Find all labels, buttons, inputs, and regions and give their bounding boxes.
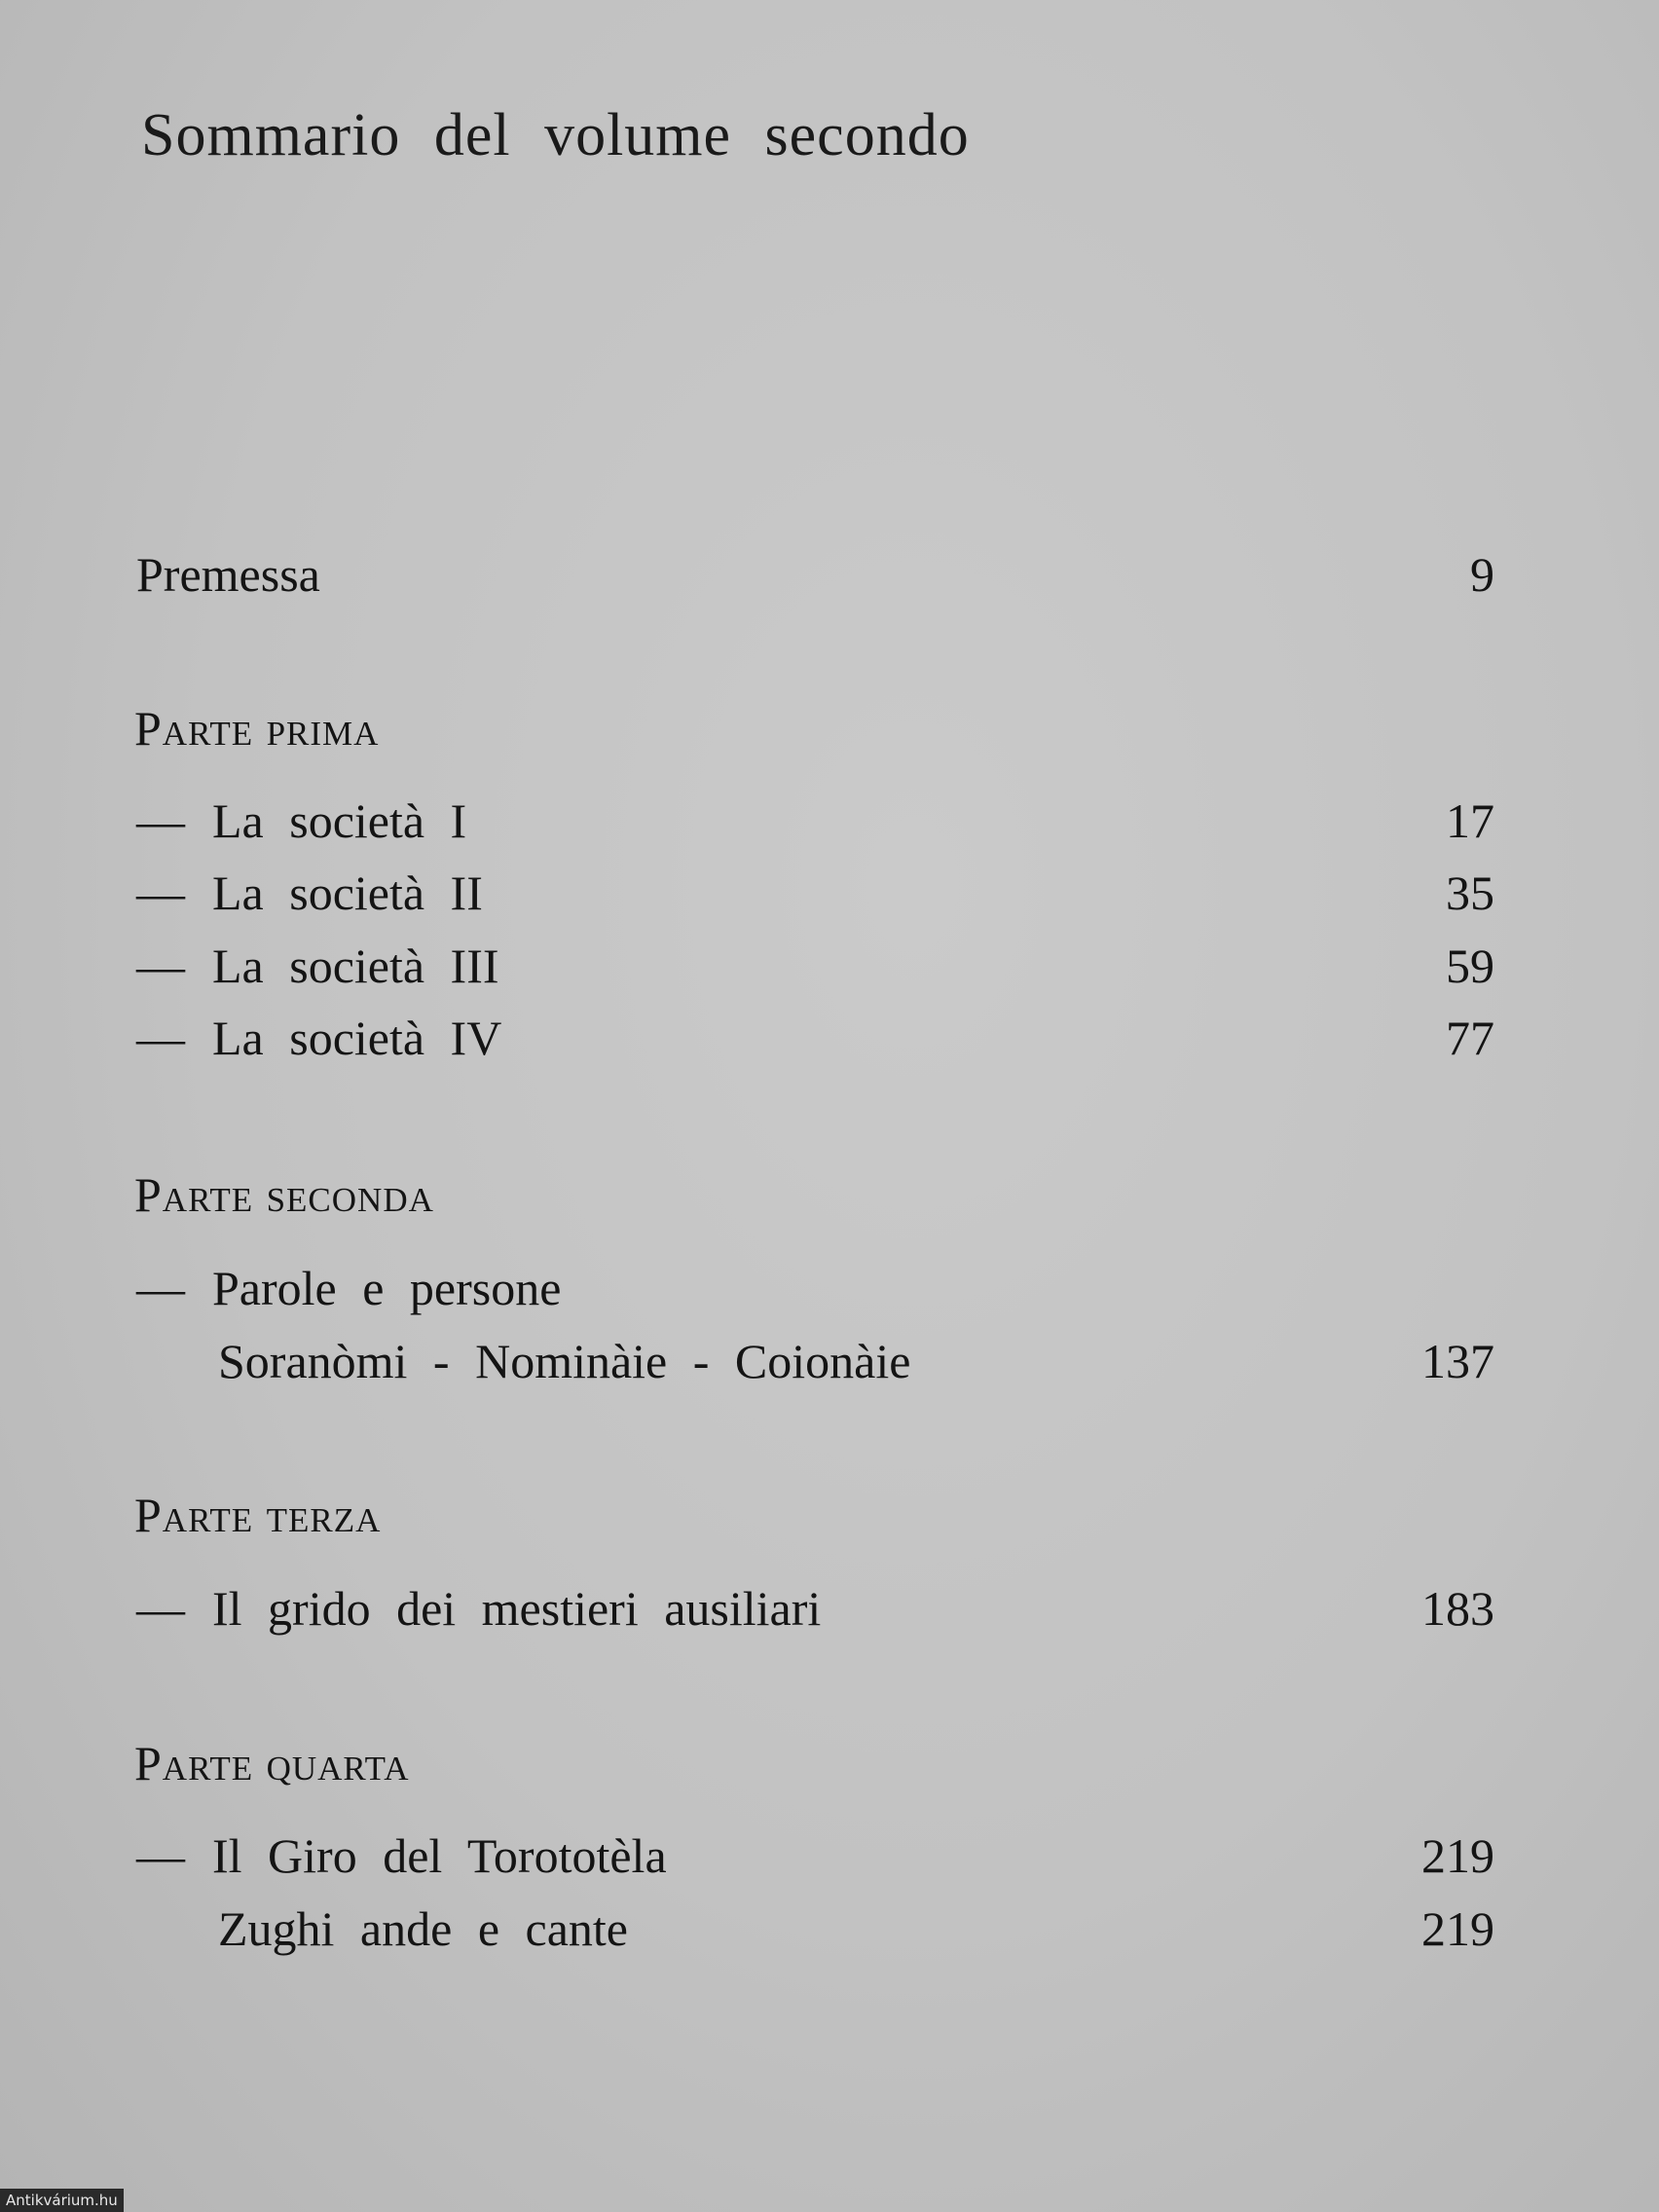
entry-page-number: 17	[1446, 793, 1494, 848]
part-heading-seconda	[134, 1161, 434, 1229]
toc-entry	[136, 1254, 1494, 1322]
part-heading-text: Parte seconda	[134, 1167, 434, 1222]
entry-dash: —	[136, 1261, 185, 1315]
entry-text: La società IV	[212, 1011, 502, 1065]
toc-entry	[136, 1895, 1494, 1963]
part-heading-terza	[134, 1481, 381, 1549]
entry-text: Il grido dei mestieri ausiliari	[212, 1581, 822, 1636]
part-heading-text: Parte terza	[134, 1488, 382, 1542]
entry-dash: —	[136, 939, 185, 993]
toc-entry	[136, 932, 1494, 1000]
toc-entry	[136, 859, 1494, 927]
entry-page-number: 183	[1421, 1581, 1494, 1636]
entry-page-number: 77	[1446, 1011, 1494, 1065]
entry-text: Soranòmi - Nominàie - Coionàie	[218, 1334, 911, 1388]
entry-text: La società I	[212, 793, 467, 848]
part-heading-text: Parte prima	[134, 701, 380, 756]
entry-dash: —	[136, 1828, 185, 1883]
toc-entry-premessa	[136, 540, 1494, 608]
toc-entry	[136, 1822, 1494, 1890]
entry-text: Premessa	[136, 547, 320, 602]
entry-dash: —	[136, 1011, 185, 1065]
entry-page-number: 59	[1446, 939, 1494, 993]
part-heading-text: Parte quarta	[134, 1736, 410, 1790]
entry-text: Parole e persone	[212, 1261, 562, 1315]
part-heading-prima	[134, 694, 379, 762]
entry-text: La società II	[212, 866, 483, 920]
entry-page-number: 35	[1446, 866, 1494, 920]
entry-text: Il Giro del Torototèla	[212, 1828, 667, 1883]
entry-page-number: 9	[1470, 547, 1494, 602]
entry-page-number: 219	[1421, 1901, 1494, 1956]
entry-dash: —	[136, 866, 185, 920]
toc-entry	[136, 1004, 1494, 1072]
toc-entry	[136, 787, 1494, 855]
entry-dash: —	[136, 1581, 185, 1636]
entry-page-number: 219	[1421, 1828, 1494, 1883]
toc-entry	[136, 1574, 1494, 1642]
entry-dash: —	[136, 793, 185, 848]
entry-text: Zughi ande e cante	[218, 1901, 628, 1956]
entry-page-number: 137	[1421, 1334, 1494, 1388]
toc-entry	[136, 1327, 1494, 1395]
entry-text: La società III	[212, 939, 499, 993]
part-heading-quarta	[134, 1729, 410, 1797]
page-title: Sommario del volume secondo	[141, 102, 970, 168]
site-watermark: Antikvárium.hu	[0, 2189, 124, 2212]
